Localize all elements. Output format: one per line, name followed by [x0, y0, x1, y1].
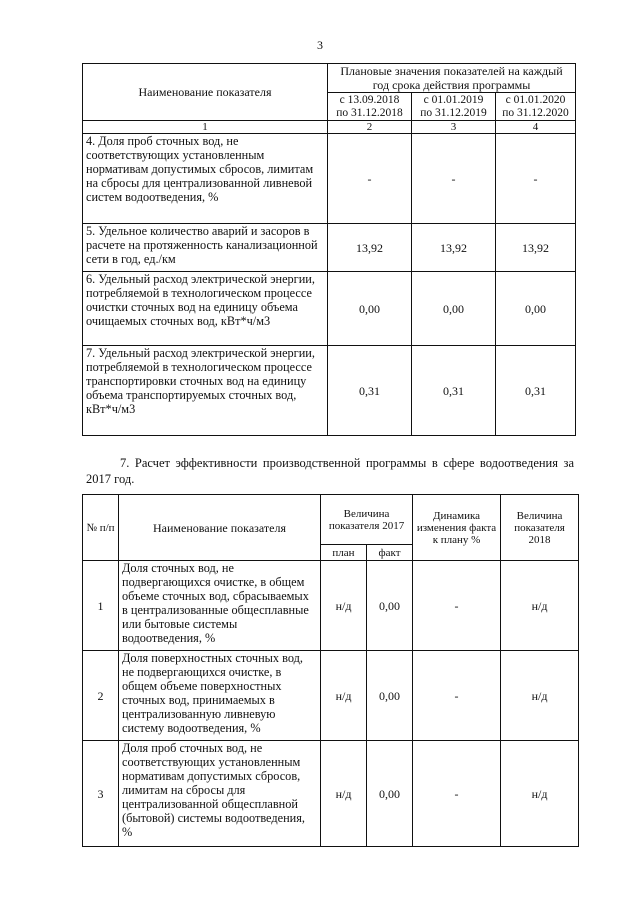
indicator-value: 13,92 [328, 224, 412, 272]
header-planned-values: Плановые значения показателей на каждый год срока действия программы [328, 64, 576, 93]
header-period-2019 [412, 93, 496, 121]
header-indicator-name: Наименование показателя [83, 64, 328, 121]
header-period-2018 [328, 93, 412, 121]
header-fact: факт [367, 545, 413, 561]
indicator-name: Доля сточных вод, не подвергающихся очистке, в общем объеме сточных вод, сбрасываемых в централизованные общесплавные или бытовые системы водоотведения, % [119, 561, 321, 651]
dynamics-value: - [413, 561, 501, 651]
table-row [83, 134, 576, 224]
indicator-value: - [412, 134, 496, 224]
row-number: 2 [83, 651, 119, 741]
indicator-value: 0,00 [328, 272, 412, 346]
header-value-2017: Величина показателя 2017 [321, 495, 413, 545]
header-value-2018: Величина показателя 2018 [501, 495, 579, 561]
row-number: 3 [83, 741, 119, 847]
header-plan: план [321, 545, 367, 561]
table-row [83, 346, 576, 436]
column-index: 4 [496, 121, 576, 134]
period-to: по 31.12.2018 [336, 106, 403, 119]
indicator-value: 0,00 [412, 272, 496, 346]
indicator-value: 0,31 [412, 346, 496, 436]
indicator-value: 0,31 [496, 346, 576, 436]
efficiency-table [82, 494, 579, 847]
indicator-name: Доля проб сточных вод, не соответствующих установленным нормативам допустимых сбросов, лимитам на сбросы для централизованной общесплавной (бытовой) системы водоотведения, % [119, 741, 321, 847]
fact-value: 0,00 [367, 651, 413, 741]
period-from: с 01.01.2019 [423, 93, 484, 106]
indicator-value: 13,92 [496, 224, 576, 272]
row-number: 1 [83, 561, 119, 651]
indicator-value: - [496, 134, 576, 224]
period-from: с 13.09.2018 [339, 93, 400, 106]
indicator-name: 4. Доля проб сточных вод, не соответствующих установленным нормативам допустимых сбросов, лимитам на сбросы для централизованной ливневой систем водоотведения, % [83, 134, 328, 224]
value-2018: н/д [501, 651, 579, 741]
value-2018: н/д [501, 741, 579, 847]
indicator-value: 0,31 [328, 346, 412, 436]
indicator-name: 7. Удельный расход электрической энергии, потребляемой в технологическом процессе транспортировки сточных вод на единицу объема транспортируемых сточных вод, кВт*ч/м3 [83, 346, 328, 436]
table-row [83, 741, 579, 847]
indicator-name: 5. Удельное количество аварий и засоров в расчете на протяженность канализационной сети в год, ед./км [83, 224, 328, 272]
column-index: 2 [328, 121, 412, 134]
header-row-number: № п/п [83, 495, 119, 561]
fact-value: 0,00 [367, 741, 413, 847]
plan-value: н/д [321, 741, 367, 847]
period-from: с 01.01.2020 [505, 93, 566, 106]
indicator-value: - [328, 134, 412, 224]
table-row [83, 224, 576, 272]
indicator-name: 6. Удельный расход электрической энергии, потребляемой в технологическом процессе очистки сточных вод на единицу объема очищаемых сточных вод, кВт*ч/м3 [83, 272, 328, 346]
column-index: 3 [412, 121, 496, 134]
table-row [83, 561, 579, 651]
plan-value: н/д [321, 561, 367, 651]
table-row [83, 272, 576, 346]
section-title: 7. Расчет эффективности производственной программы в сфере водоотведения за 2017 год. [86, 456, 574, 486]
fact-value: 0,00 [367, 561, 413, 651]
header-indicator-name: Наименование показателя [119, 495, 321, 561]
column-index: 1 [83, 121, 328, 134]
header-period-2020 [496, 93, 576, 121]
planned-indicators-table [82, 63, 576, 436]
dynamics-value: - [413, 651, 501, 741]
indicator-name: Доля поверхностных сточных вод, не подвергающихся очистке, в общем объеме поверхностных сточных вод, принимаемых в централизованную ливневую систему водоотведения, % [119, 651, 321, 741]
indicator-value: 13,92 [412, 224, 496, 272]
page-number: 3 [317, 38, 323, 52]
value-2018: н/д [501, 561, 579, 651]
indicator-value: 0,00 [496, 272, 576, 346]
dynamics-value: - [413, 741, 501, 847]
plan-value: н/д [321, 651, 367, 741]
period-to: по 31.12.2019 [420, 106, 487, 119]
period-to: по 31.12.2020 [502, 106, 569, 119]
header-dynamics: Динамика изменения факта к плану % [413, 495, 501, 561]
table-row [83, 651, 579, 741]
